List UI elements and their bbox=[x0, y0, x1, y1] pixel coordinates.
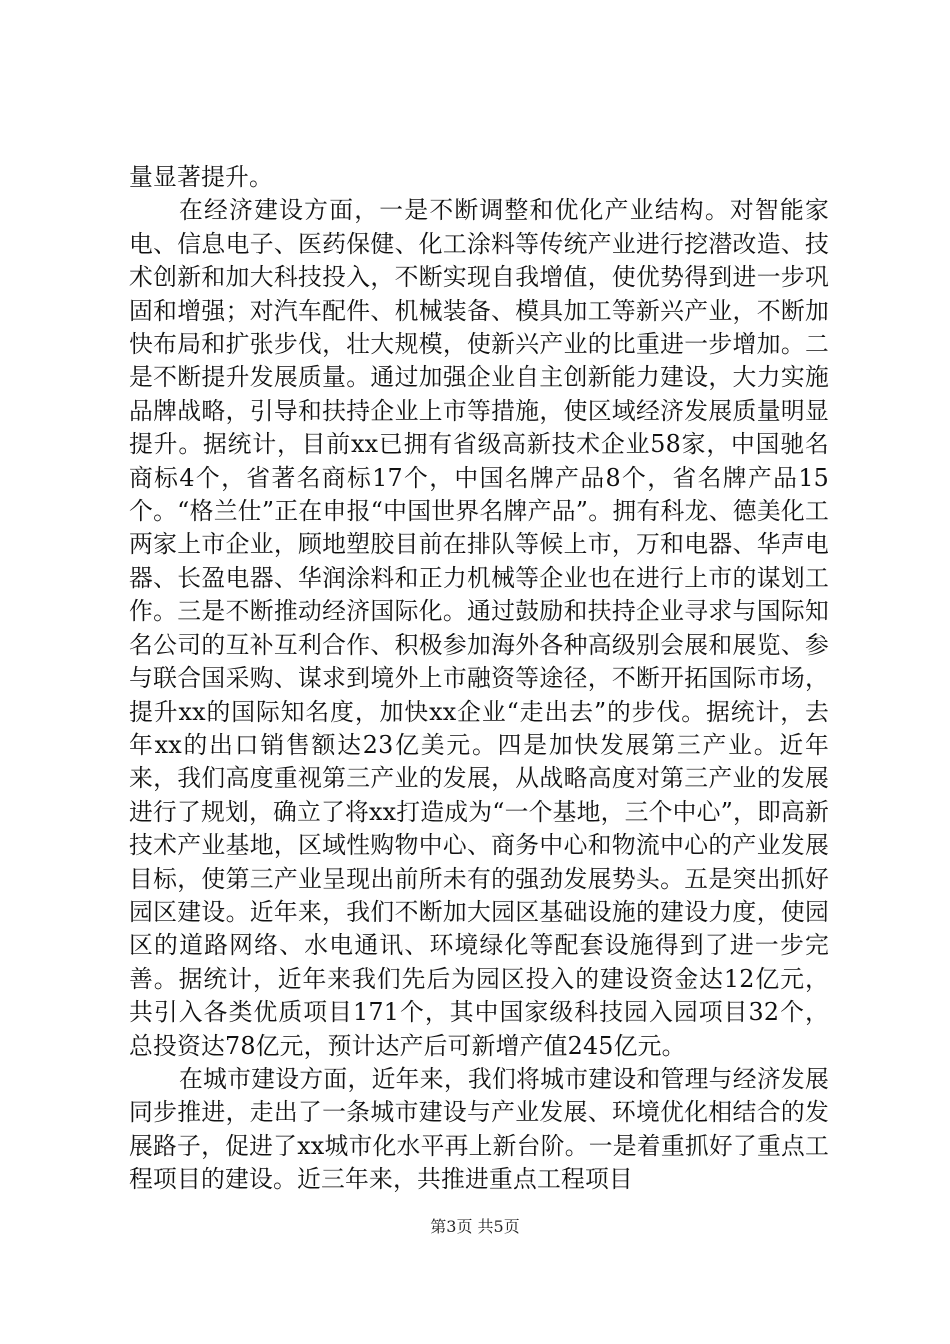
paragraph-urban-construction: 在城市建设方面，近年来，我们将城市建设和管理与经济发展同步推进，走出了一条城市建设与产业发展、环境优化相结合的发展路子，促进了xx城市化水平再上新台阶。一是着重抓好了重点工程项目的建设。近三年来，共推进重点工程项目 bbox=[129, 1064, 829, 1194]
paragraph-economic-construction: 在经济建设方面，一是不断调整和优化产业结构。对智能家电、信息电子、医药保健、化工涂料等传统产业进行挖潜改造、技术创新和加大科技投入，不断实现自我增值，使优势得到进一步巩固和增强；对汽车配件、机械装备、模具加工等新兴产业，不断加快布局和扩张步伐，壮大规模，使新兴产业的比重进一步增加。二是不断提升发展质量。通过加强企业自主创新能力建设，大力实施品牌战略，引导和扶持企业上市等措施，使区域经济发展质量明显提升。据统计，目前xx已拥有省级高新技术企业58家，中国驰名商标4个，省著名商标17个，中国名牌产品8个，省名牌产品15个。“格兰仕”正在申报“中国世界名牌产品”。拥有科龙、德美化工两家上市企业，顾地塑胶目前在排队等候上市，万和电器、华声电器、长盈电器、华润涂料和正力机械等企业也在进行上市的谋划工作。三是不断推动经济国际化。通过鼓励和扶持企业寻求与国际知名公司的互补互利合作、积极参加海外各种高级别会展和展览、参与联合国采购、谋求到境外上市融资等途径，不断开拓国际市场，提升xx的国际知名度，加快xx企业“走出去”的步伐。据统计，去年xx的出口销售额达23亿美元。四是加快发展第三产业。近年来，我们高度重视第三产业的发展，从战略高度对第三产业的发展进行了规划，确立了将xx打造成为“一个基地，三个中心”，即高新技术产业基地，区域性购物中心、商务中心和物流中心的产业发展目标，使第三产业呈现出前所未有的强劲发展势头。五是突出抓好园区建设。近年来，我们不断加大园区基础设施的建设力度，使园区的道路网络、水电通讯、环境绿化等配套设施得到了进一步完善。据统计，近年来我们先后为园区投入的建设资金达12亿元，共引入各类优质项目171个，其中国家级科技园入园项目32个，总投资达78亿元，预计达产后可新增产值245亿元。 bbox=[129, 196, 829, 1060]
document-body bbox=[129, 161, 829, 1197]
paragraph-continuation: 量显著提升。 bbox=[129, 163, 273, 191]
page-number-footer: 第3页 共5页 bbox=[430, 1217, 520, 1236]
